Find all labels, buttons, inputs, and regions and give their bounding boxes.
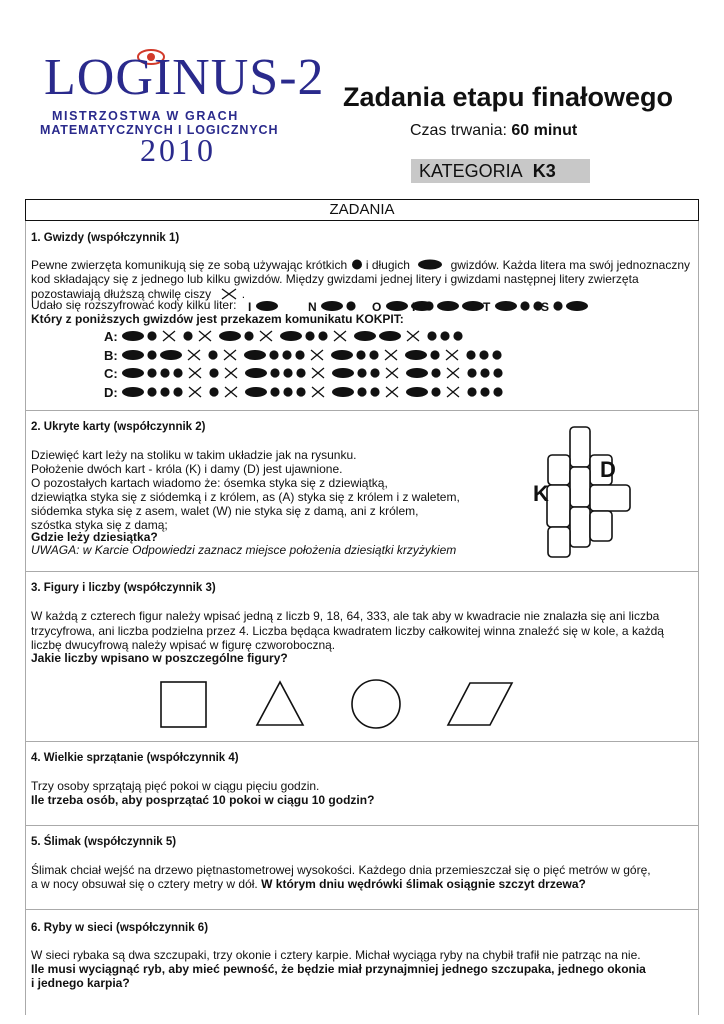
letter-code xyxy=(412,297,489,314)
divider xyxy=(25,741,699,742)
task5-line2-text: a w nocy obsuwał się o cztery metry w dół. xyxy=(31,877,258,891)
letter-code-label: P xyxy=(412,300,424,314)
long-whistle-icon xyxy=(122,387,144,397)
task5-title: 5. Ślimak (współczynnik 5) xyxy=(31,836,177,848)
letter-code-label: I xyxy=(248,300,255,314)
short-whistle-icon xyxy=(297,387,306,396)
task1-line1a: Pewne zwierzęta komunikują się ze sobą używając krótkich xyxy=(31,258,348,272)
divider xyxy=(25,410,699,411)
short-whistle-icon xyxy=(284,387,293,396)
letter-code-label: T xyxy=(483,300,494,314)
task3-question xyxy=(31,651,288,666)
divider xyxy=(25,825,699,826)
long-whistle-icon xyxy=(245,387,267,397)
long-whistle-icon xyxy=(462,301,484,311)
short-whistle-icon xyxy=(370,350,379,359)
task2-note-text: UWAGA: w Karcie Odpowiedzi zaznacz miejsce położenia dziesiątki krzyżykiem xyxy=(31,543,457,557)
task5-question: W którym dniu wędrówki ślimak osiągnie szczyt drzewa? xyxy=(261,877,586,891)
short-whistle-icon xyxy=(148,368,157,377)
task3-line: liczbę dwucyfrową należy wpisać w figurę czworoboczną. xyxy=(31,638,336,652)
task2-question-text: Gdzie leży dziesiątka? xyxy=(31,530,158,544)
short-whistle-icon xyxy=(161,368,170,377)
option-whistles xyxy=(121,385,508,399)
task2-line: Położenie dwóch kart - króla (K) i damy (D) jest ujawnione. xyxy=(31,462,343,476)
silence-icon xyxy=(407,331,419,341)
option-row xyxy=(104,383,508,400)
card-k xyxy=(547,485,570,527)
silence-icon xyxy=(224,350,236,360)
card xyxy=(570,427,590,467)
option-row xyxy=(104,327,468,344)
task2-line: szóstka styka się z damą; xyxy=(31,518,168,532)
card xyxy=(570,507,590,547)
silence-icon xyxy=(260,331,272,341)
option-label: A: xyxy=(104,329,122,344)
short-whistle-icon xyxy=(371,368,380,377)
option-whistles xyxy=(121,329,468,343)
short-whistle-icon xyxy=(174,368,183,377)
short-whistle-icon xyxy=(245,331,254,340)
short-whistle-icon xyxy=(468,387,477,396)
short-whistle-icon xyxy=(319,331,328,340)
short-whistle-icon xyxy=(271,368,280,377)
short-whistle-icon xyxy=(283,350,292,359)
task3-question-text: Jakie liczby wpisano w poszczególne figury? xyxy=(31,651,288,665)
task4-question xyxy=(31,793,374,808)
short-whistle-icon xyxy=(284,368,293,377)
silence-icon xyxy=(189,387,201,397)
task2-line: Dziewięć kart leży na stoliku w takim układzie jak na rysunku. xyxy=(31,448,357,462)
short-whistle-icon xyxy=(431,350,440,359)
short-whistle-icon xyxy=(351,259,363,270)
silence-icon xyxy=(225,387,237,397)
long-whistle-icon xyxy=(331,350,353,360)
task3-title: 3. Figury i liczby (współczynnik 3) xyxy=(31,582,216,594)
category-badge xyxy=(411,159,590,183)
silence-icon xyxy=(334,331,346,341)
task1-line3-end: . xyxy=(241,287,246,301)
task4-question-text: Ile trzeba osób, aby posprzątać 10 pokoi w ciągu 10 godzin? xyxy=(31,793,375,807)
card xyxy=(570,467,590,507)
task1-line4: Udało się rozszyfrować kody kilku liter: xyxy=(31,298,237,312)
silence-icon xyxy=(311,350,323,360)
divider xyxy=(25,909,699,910)
silence-icon xyxy=(188,350,200,360)
long-whistle-icon xyxy=(437,301,459,311)
short-whistle-icon xyxy=(425,301,434,310)
card-d xyxy=(590,485,630,511)
task1-question xyxy=(31,312,404,327)
letter-code-whistles xyxy=(423,299,489,313)
option-label: B: xyxy=(104,348,122,363)
card-layout-diagram xyxy=(525,425,635,570)
short-whistle-icon xyxy=(148,331,157,340)
silence-icon xyxy=(386,368,398,378)
circle-figure xyxy=(352,680,400,728)
short-whistle-icon xyxy=(493,350,502,359)
letter-code xyxy=(541,297,593,314)
short-whistle-icon xyxy=(468,368,477,377)
task2-note xyxy=(31,543,456,558)
long-whistle-icon xyxy=(417,259,443,270)
task1-line3-text: pozostawiają dłuższą chwilę ciszy xyxy=(31,287,212,301)
long-whistle-icon xyxy=(160,350,182,360)
silence-icon xyxy=(312,368,324,378)
long-whistle-icon xyxy=(219,331,241,341)
long-whistle-icon xyxy=(244,350,266,360)
short-whistle-icon xyxy=(357,350,366,359)
short-whistle-icon xyxy=(432,368,441,377)
short-whistle-icon xyxy=(297,368,306,377)
card-d-label: D xyxy=(600,457,616,482)
long-whistle-icon xyxy=(122,331,144,341)
silence-icon xyxy=(446,350,458,360)
parallelogram-figure xyxy=(448,683,512,725)
short-whistle-icon xyxy=(494,368,503,377)
card xyxy=(548,527,570,557)
short-whistle-icon xyxy=(494,387,503,396)
card-k-label: K xyxy=(533,481,549,506)
task6-question1-text: Ile musi wyciągnąć ryb, aby mieć pewność, że będzie miał przynajmniej jednego szczupaka, jednego okonia xyxy=(31,962,646,976)
long-whistle-icon xyxy=(245,368,267,378)
short-whistle-icon xyxy=(454,331,463,340)
category-value: K3 xyxy=(532,161,556,181)
silence-icon xyxy=(225,368,237,378)
task2-line: dziewiątka styka się z siódemką i z królem, as (A) styka się z królem i z waletem, xyxy=(31,490,460,504)
short-whistle-icon xyxy=(432,387,441,396)
duration xyxy=(410,122,577,140)
short-whistle-icon xyxy=(296,350,305,359)
silence-icon xyxy=(386,387,398,397)
silence-icon xyxy=(447,368,459,378)
logo-line2: MATEMATYCZNYCH I LOGICZNYCH xyxy=(40,123,279,137)
task2-title: 2. Ukryte karty (współczynnik 2) xyxy=(31,421,206,433)
short-whistle-icon xyxy=(467,350,476,359)
divider xyxy=(25,571,699,572)
short-whistle-icon xyxy=(346,301,355,310)
task3-line: trzycyfrowa, ani liczba podzielna przez 4. Liczba będąca kwadratem liczby całkowitej winna znaleźć się w kole, a każdą xyxy=(31,624,664,638)
short-whistle-icon xyxy=(428,331,437,340)
option-label: C: xyxy=(104,366,122,381)
duration-value: 60 minut xyxy=(511,122,578,139)
short-whistle-icon xyxy=(210,387,219,396)
long-whistle-icon xyxy=(280,331,302,341)
letter-code-whistles xyxy=(255,299,283,313)
letter-code-label: S xyxy=(541,300,553,314)
letter-code-label: N xyxy=(308,300,320,314)
long-whistle-icon xyxy=(332,387,354,397)
square-figure xyxy=(161,682,206,727)
silence-icon xyxy=(312,387,324,397)
task6-question1 xyxy=(31,962,646,977)
task6-title: 6. Ryby w sieci (współczynnik 6) xyxy=(31,922,209,934)
task2-line: siódemka styka się z asem, walet (W) nie styka się z damą, ani z królem, xyxy=(31,504,419,518)
short-whistle-icon xyxy=(481,387,490,396)
silence-icon xyxy=(447,387,459,397)
long-whistle-icon xyxy=(354,331,376,341)
figures xyxy=(150,675,530,731)
long-whistle-icon xyxy=(405,350,427,360)
long-whistle-icon xyxy=(122,368,144,378)
duration-label: Czas trwania: xyxy=(410,122,507,139)
long-whistle-icon xyxy=(406,387,428,397)
category-label: KATEGORIA xyxy=(419,161,523,181)
short-whistle-icon xyxy=(174,387,183,396)
page-title: Zadania etapu finałowego xyxy=(343,82,674,112)
short-whistle-icon xyxy=(306,331,315,340)
option-whistles xyxy=(121,366,508,380)
logo-line1: MISTRZOSTWA W GRACH xyxy=(52,109,239,123)
short-whistle-icon xyxy=(441,331,450,340)
long-whistle-icon xyxy=(406,368,428,378)
silence-icon xyxy=(163,331,175,341)
task6-question2 xyxy=(31,976,130,991)
short-whistle-icon xyxy=(209,350,218,359)
letter-code xyxy=(308,297,361,314)
short-whistle-icon xyxy=(481,368,490,377)
task4-line1: Trzy osoby sprzątają pięć pokoi w ciągu pięciu godzin. xyxy=(31,779,320,793)
section-heading: ZADANIA xyxy=(25,199,699,221)
task1-line2: kod składający się z jednego lub kilku gwizdów. Między gwizdami jednej litery i gwizdami następnej litery zwierzęta xyxy=(31,272,639,286)
card xyxy=(590,511,612,541)
long-whistle-icon xyxy=(122,350,144,360)
letter-code-whistles xyxy=(320,299,361,313)
task6-question2-text: i jednego karpia? xyxy=(31,976,130,990)
letter-code-label: O xyxy=(372,300,385,314)
short-whistle-icon xyxy=(271,387,280,396)
long-whistle-icon xyxy=(386,301,408,311)
long-whistle-icon xyxy=(379,331,401,341)
logo-year: 2010 xyxy=(140,132,216,168)
short-whistle-icon xyxy=(554,301,563,310)
option-row xyxy=(104,364,508,381)
letter-code xyxy=(248,297,283,314)
task6-line1: W sieci rybaka są dwa szczupaki, trzy okonie i cztery karpie. Michał wyciąga ryby na chybił trafił nie patrząc na nie. xyxy=(31,948,641,962)
short-whistle-icon xyxy=(358,387,367,396)
short-whistle-icon xyxy=(358,368,367,377)
long-whistle-icon xyxy=(256,301,278,311)
task4-title: 4. Wielkie sprzątanie (współczynnik 4) xyxy=(31,752,239,764)
task2-line: O pozostałych kartach wiadomo że: ósemka styka się z dziewiątką, xyxy=(31,476,388,490)
task1-question-text: Który z poniższych gwizdów jest przekazem komunikatu KOKPIT: xyxy=(31,312,404,326)
option-label: D: xyxy=(104,385,122,400)
task3-line: W każdą z czterech figur należy wpisać jedną z liczb 9, 18, 64, 333, ale tak aby w kwadracie nie znalazła się ani liczba xyxy=(31,609,660,623)
short-whistle-icon xyxy=(148,350,157,359)
short-whistle-icon xyxy=(480,350,489,359)
short-whistle-icon xyxy=(210,368,219,377)
logo-name: LOGINUS-2 xyxy=(44,49,325,106)
silence-icon xyxy=(189,368,201,378)
letter-code-whistles xyxy=(494,299,548,313)
short-whistle-icon xyxy=(161,387,170,396)
silence-icon xyxy=(385,350,397,360)
short-whistle-icon xyxy=(520,301,529,310)
silence-icon xyxy=(199,331,211,341)
short-whistle-icon xyxy=(184,331,193,340)
option-row xyxy=(104,346,507,363)
task1-line1b: i długich xyxy=(365,258,410,272)
long-whistle-icon xyxy=(332,368,354,378)
triangle-figure xyxy=(257,682,303,725)
task5-line2 xyxy=(31,877,586,892)
task1-line1 xyxy=(31,258,690,273)
option-whistles xyxy=(121,348,507,362)
task1-line1c: gwizdów. Każda litera ma swój jednoznaczny xyxy=(450,258,691,272)
letter-code xyxy=(483,297,548,314)
long-whistle-icon xyxy=(495,301,517,311)
short-whistle-icon xyxy=(148,387,157,396)
task1-title: 1. Gwizdy (współczynnik 1) xyxy=(31,232,180,244)
task5-line1: Ślimak chciał wejść na drzewo piętnastometrowej wysokości. Każdego dnia przemieszczał się o pięć metrów w górę, xyxy=(31,863,651,877)
letter-code-whistles xyxy=(552,299,593,313)
long-whistle-icon xyxy=(321,301,343,311)
short-whistle-icon xyxy=(371,387,380,396)
long-whistle-icon xyxy=(566,301,588,311)
card xyxy=(548,455,570,485)
short-whistle-icon xyxy=(270,350,279,359)
